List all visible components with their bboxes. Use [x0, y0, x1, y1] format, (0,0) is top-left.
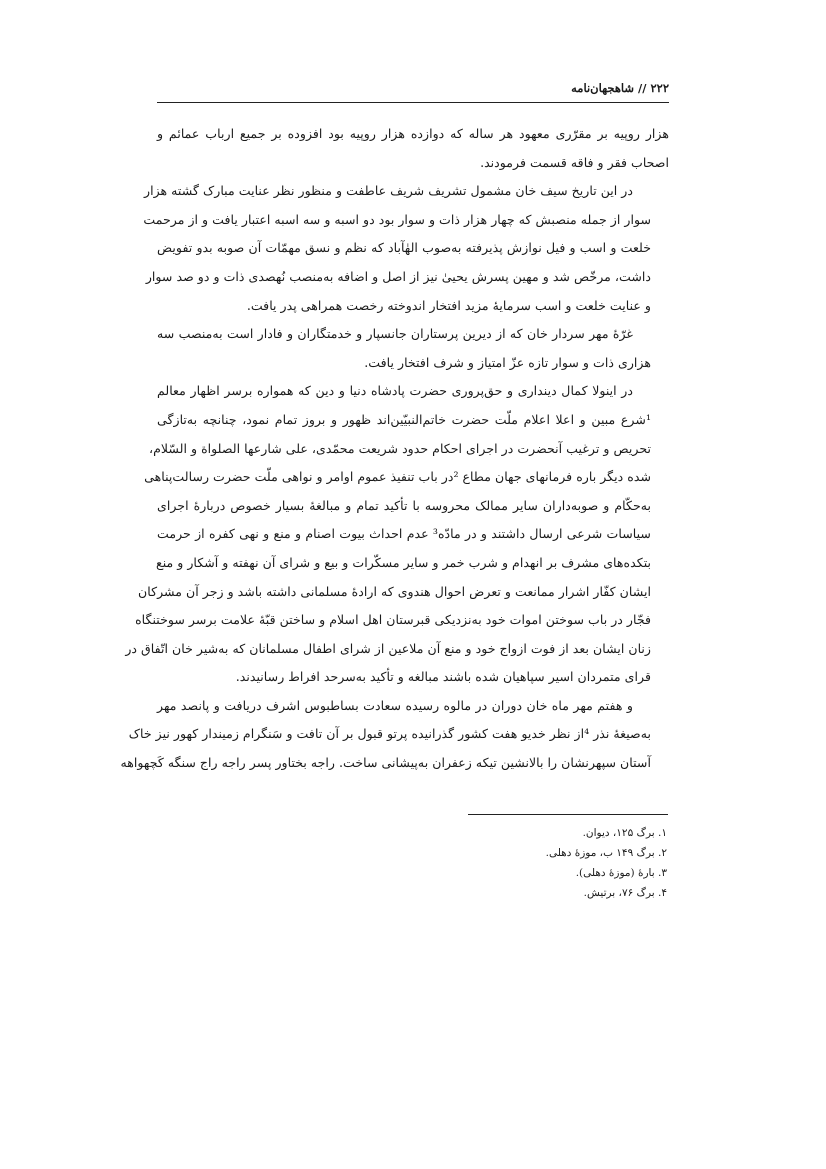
header-divider [157, 102, 669, 103]
paragraph [157, 320, 669, 377]
footnote-item: ۲. برگ ۱۴۹ ب، موزهٔ دهلی. [545, 847, 667, 859]
text-line: به‌صیغهٔ نذر ⁴از نظر خدیو هفت کشور گذرانیده پرتو قبول بر آن تافت و سَنگرام زمیندار کهور نیز خاک [128, 726, 651, 742]
text-line: غرّهٔ مهر سردار خان که از دیرین پرستاران جانسپار و خدمتگاران و فادار است به‌منصب سه [157, 326, 633, 342]
text-line: زنان ایشان بعد از فوت ازواج خود و منع آن ملاعین از شرای اطفال مسلمانان که به‌شیر خان اتّفاق در [125, 640, 651, 656]
text-line: اصحاب فقر و فاقه قسمت فرمودند. [480, 154, 669, 170]
text-line: و عنایت خلعت و اسب سرمایهٔ مزید افتخار اندوخته رخصت همراهی پدر یافت. [246, 297, 651, 313]
text-line: قرای متمردان اسیر سپاهیان شده باشند مبالغه و تأکید به‌سرحد افراط رسانیدند. [235, 669, 651, 685]
paragraph [157, 120, 669, 177]
text-line: در این تاریخ سیف خان مشمول تشریف شریف عاطفت و منظور نظر عنایت مبارک گشته هزار [144, 183, 633, 199]
footnotes [157, 823, 669, 903]
text-line: فجّار در باب سوختن اموات خود به‌نزدیکی قبرستان اهل اسلام و ساختن قبّهٔ علامت برسر سوختنگاه [135, 612, 651, 628]
text-line: هزار روپیه بر مقرّری معهود هر ساله که دوازده هزار روپیه بود افزوده بر جمیع ارباب عمائم و [157, 126, 669, 141]
text-line: سوار از جمله منصبش که چهار هزار ذات و سوار بود دو اسبه و سه اسبه اعتبار یافت و از مرحمت [143, 211, 651, 227]
footnote-item: ۳. بارهٔ (موزهٔ دهلی). [575, 867, 667, 879]
footnote-divider [468, 814, 668, 815]
text-line: آستان سپهرنشان را بالانشین تیکه زعفران به‌پیشانی ساخت. راجه بختاور پسر راجه راج سنگه کَچهواهه [120, 755, 651, 771]
page-number-and-title: ۲۲۲ // شاهجهان‌نامه [571, 81, 669, 95]
text-line: بتکده‌های مشرف بر انهدام و شرب خمر و سایر مسکّرات و بیع و شرای آن نهفته و آشکار و منع [156, 554, 651, 570]
text-line: شده دیگر باره فرمانهای جهان مطاع ²در باب تنفیذ عموم اوامر و نواهی ملّت حضرت رسالت‌پناهی [144, 469, 651, 485]
paragraph [120, 692, 669, 778]
text-line: داشت، مرخّص شد و مهین پسرش یحییٰ نیز از اصل و اضافه به‌منصب نُهصدی ذات و دو صد سوار [145, 268, 651, 284]
text-line: سیاسات شرعی ارسال داشتند و در مادّه³ عدم احداث بیوت اصنام و منع و نهی کفره از حرمت [157, 526, 651, 542]
text-line: ¹شرع مبین و اعلا اعلام ملّت حضرت خاتم‌النبیّین‌اند ظهور و بروز تمام نمود، چنانچه به‌تازگی [157, 411, 651, 427]
text-line: تحریص و ترغیب آنحضرت در اجرای احکام حدود شریعت محمّدی، علی شارعها الصلواة و السّلام، [149, 440, 651, 456]
text-line: و هفتم مهر ماه خان دوران در مالوه رسیده سعادت بساطبوس اشرف دریافت و پانصد مهر [157, 697, 633, 713]
text-line: خلعت و اسب و فیل نوازش پذیرفته به‌صوب الهٰآباد که نظم و نسق مهمّات آن صوبه بدو تفویض [157, 240, 651, 256]
text-line: ایشان کفّار اشرار ممانعت و تعرض احوال هندوی که ارادهٔ مسلمانی داشته باشد و زجر آن مشرکان [138, 583, 651, 599]
text-line: هزاری ذات و سوار تازه عزّ امتیاز و شرف افتخار یافت. [364, 354, 651, 370]
paragraph [125, 377, 669, 692]
footnote-item: ۴. برگ ۷۶، برتیش. [583, 887, 667, 899]
text-line: به‌حکّام و صوبه‌داران سایر ممالک محروسه با تأکید تمام و مبالغهٔ بسیار خصوص دربارهٔ اجرای [157, 497, 651, 513]
text-line: در اینولا کمال دینداری و حق‌پروری حضرت پادشاه دنیا و دین که همواره برسر اظهار معالم [157, 383, 633, 399]
running-header [157, 77, 669, 99]
footnote-item: ۱. برگ ۱۲۵، دیوان. [582, 827, 667, 839]
main-text [120, 120, 669, 778]
paragraph [143, 177, 669, 320]
